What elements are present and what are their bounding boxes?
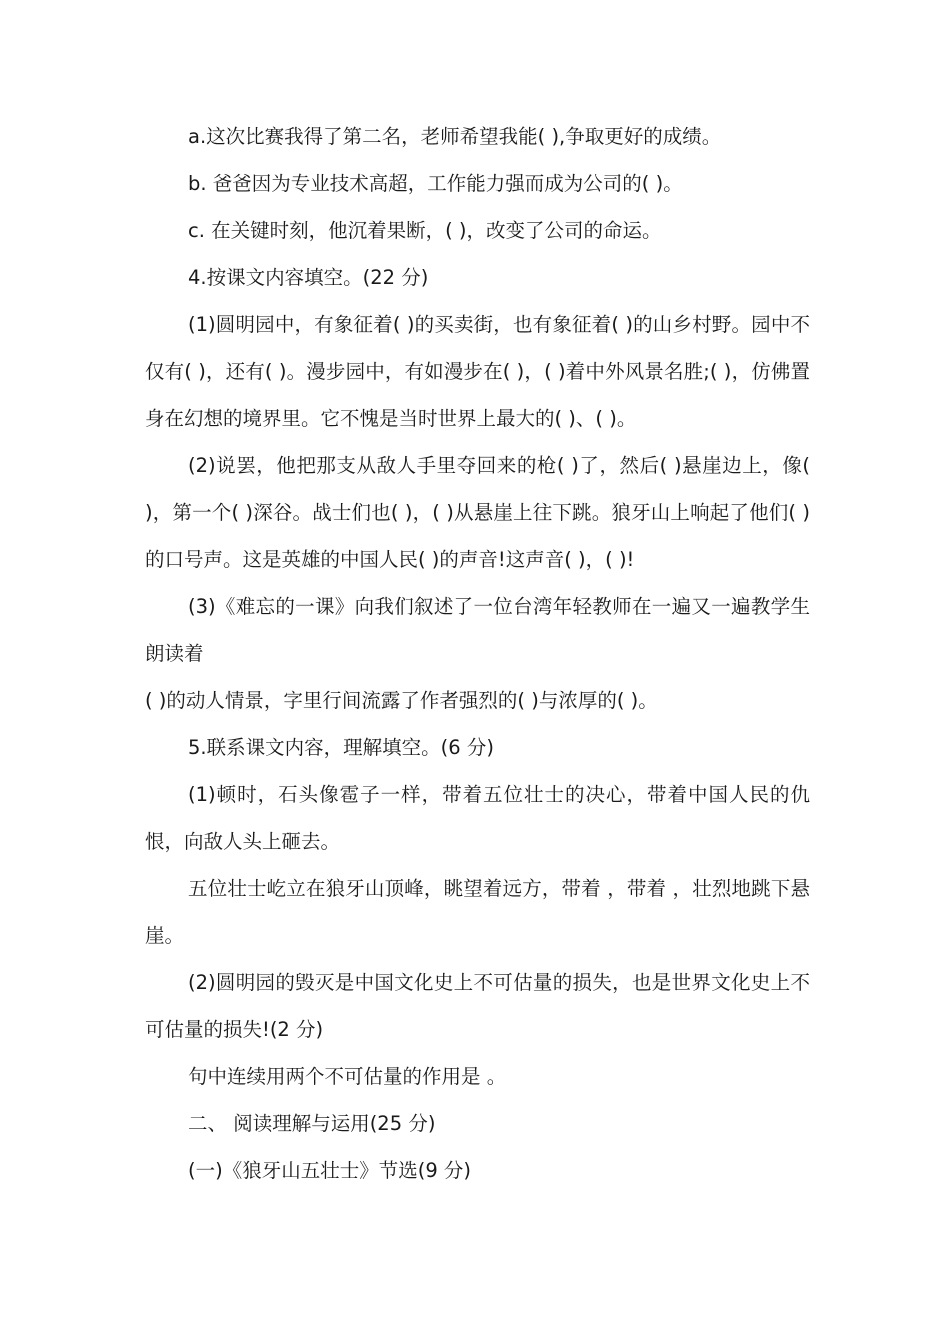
question-4-part-2: (2)说罢，他把那支从敌人手里夺回来的枪( )了，然后( )悬崖边上，像( )，第一个( )深谷。战士们也( )，( )从悬崖上往下跳。狼牙山上响起了他们( )的口号声。这是英雄的中国人民( )的声音!这声音( )，( )! <box>145 454 810 571</box>
option-c-text: c. 在关键时刻，他沉着果断，( )，改变了公司的命运。 <box>188 219 662 242</box>
option-b-text: b. 爸爸因为专业技术高超，工作能力强而成为公司的( )。 <box>188 172 683 195</box>
question-4-part-1: (1)圆明园中，有象征着( )的买卖街，也有象征着( )的山乡村野。园中不仅有( )，还有( )。漫步园中，有如漫步在( )，( )着中外风景名胜;( )，仿佛置身在幻想的境界里。它不愧是当时世界上最大的( )、( )。 <box>145 313 810 430</box>
question-5-heading: 5.联系课文内容，理解填空。(6 分) <box>188 736 494 759</box>
question-4-part-3-continued: ( )的动人情景，字里行间流露了作者强烈的( )与浓厚的( )。 <box>145 689 658 712</box>
question-5-part-1: (1)顿时，石头像雹子一样，带着五位壮士的决心，带着中国人民的仇恨，向敌人头上砸去。 <box>145 783 810 853</box>
option-a-text: a.这次比赛我得了第二名，老师希望我能( ),争取更好的成绩。 <box>188 125 722 148</box>
section-2-heading: 二、 阅读理解与运用(25 分) <box>188 1112 436 1135</box>
question-5-part-2-fill: 句中连续用两个不可估量的作用是 。 <box>188 1065 507 1088</box>
document-body <box>145 113 810 1194</box>
question-4-heading: 4.按课文内容填空。(22 分) <box>188 266 429 289</box>
section-2-subheading: (一)《狼牙山五壮士》节选(9 分) <box>188 1159 472 1182</box>
question-4-part-3: (3)《难忘的一课》向我们叙述了一位台湾年轻教师在一遍又一遍教学生朗读着 <box>145 595 810 665</box>
question-5-part-2: (2)圆明园的毁灭是中国文化史上不可估量的损失，也是世界文化史上不可估量的损失!(2 分) <box>145 971 810 1041</box>
question-5-part-1-fill: 五位壮士屹立在狼牙山顶峰，眺望着远方，带着 ，带着 ，壮烈地跳下悬崖。 <box>145 877 810 947</box>
